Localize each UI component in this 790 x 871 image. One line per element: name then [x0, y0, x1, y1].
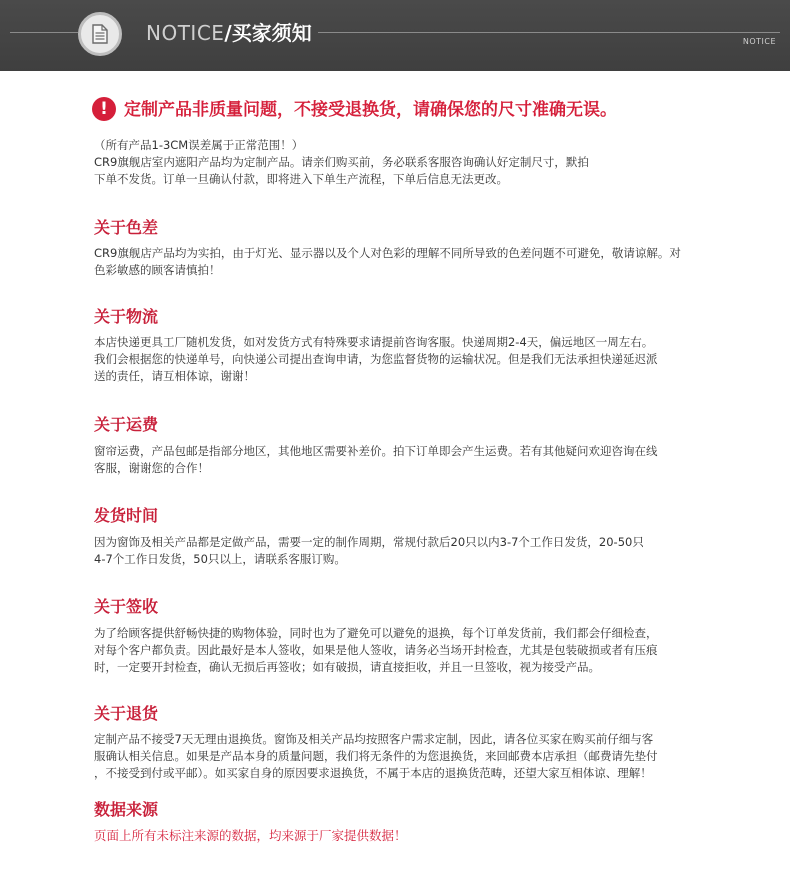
- section-line: 因为窗饰及相关产品都是定做产品，需要一定的制作周期，常规付款后20只以内3-7个工作日发货，20-50只: [94, 535, 644, 549]
- section-title-delivery-time: 发货时间: [94, 506, 159, 525]
- section-line: 我们会根据您的快递单号，向快递公司提出查询申请，为您监督货物的运输状况。但是我们无法承担快递延迟派: [94, 352, 658, 366]
- warning-text: 定制产品非质量问题，不接受退换货，请确保您的尺寸准确无误。: [124, 100, 617, 120]
- intro-line: 下单不发货。订单一旦确认付款，即将进入下单生产流程，下单后信息无法更改。: [94, 172, 508, 186]
- intro-text: [94, 137, 704, 188]
- document-icon: [78, 12, 122, 56]
- section-title-color-diff: 关于色差: [94, 218, 159, 237]
- notice-header: [0, 0, 790, 71]
- data-source-note: 页面上所有未标注来源的数据，均来源于厂家提供数据！: [94, 828, 407, 843]
- header-title: [146, 18, 312, 48]
- header-title-en: NOTICE: [146, 21, 225, 45]
- section-title-logistics: 关于物流: [94, 307, 159, 326]
- section-line: 客服，谢谢您的合作！: [94, 461, 209, 475]
- section-body-delivery-time: [94, 534, 704, 568]
- section-line: 服确认相关信息。如果是产品本身的质量问题，我们将无条件的为您退换货，来回邮费本店承担（邮费请先垫付: [94, 749, 658, 763]
- section-line: 送的责任，请互相体谅，谢谢！: [94, 369, 255, 383]
- intro-line: （所有产品1-3CM误差属于正常范围！）: [94, 138, 304, 152]
- exclamation-icon: !: [92, 97, 116, 121]
- header-divider-left: [10, 32, 78, 33]
- header-title-zh: /买家须知: [224, 21, 312, 45]
- section-line: 定制产品不接受7天无理由退换货。窗饰及相关产品均按照客户需求定制，因此，请各位买家在购买前仔细与客: [94, 732, 654, 746]
- header-divider-right: [318, 32, 780, 33]
- intro-line: CR9旗舰店室内遮阳产品均为定制产品。请亲们购买前，务必联系客服咨询确认好定制尺寸，默拍: [94, 155, 589, 169]
- section-line: ，不接受到付或平邮）。如买家自身的原因要求退换货，不属于本店的退换货范畴，还望大家互相体谅、理解！: [94, 766, 652, 780]
- section-body-logistics: [94, 334, 704, 385]
- section-title-data-source: 数据来源: [94, 800, 159, 819]
- section-body-shipping-fee: [94, 443, 704, 477]
- header-small-label: NOTICE: [742, 37, 776, 46]
- section-body-returns: [94, 731, 704, 782]
- section-line: 4-7个工作日发货，50只以上，请联系客服订购。: [94, 552, 346, 566]
- section-body-color-diff: [94, 245, 704, 279]
- section-line: CR9旗舰店产品均为实拍，由于灯光、显示器以及个人对色彩的理解不同所导致的色差问题不可避免，敬请谅解。对: [94, 246, 681, 260]
- section-line: 时，一定要开封检查，确认无损后再签收；如有破损，请直接拒收，并且一旦签收，视为接受产品。: [94, 660, 600, 674]
- section-title-returns: 关于退货: [94, 704, 159, 723]
- section-line: 为了给顾客提供舒畅快捷的购物体验，同时也为了避免可以避免的退换，每个订单发货前，我们都会仔细检查，: [94, 626, 658, 640]
- section-body-receipt: [94, 625, 704, 676]
- section-line: 本店快递更具工厂随机发货，如对发货方式有特殊要求请提前咨询客服。快递周期2-4天，偏远地区一周左右。: [94, 335, 654, 349]
- section-title-receipt: 关于签收: [94, 597, 159, 616]
- section-line: 窗帘运费，产品包邮是指部分地区，其他地区需要补差价。拍下订单即会产生运费。若有其他疑问欢迎咨询在线: [94, 444, 658, 458]
- section-title-shipping-fee: 关于运费: [94, 415, 159, 434]
- section-line: 色彩敏感的顾客请慎拍！: [94, 263, 221, 277]
- section-line: 对每个客户都负责。因此最好是本人签收，如果是他人签收，请务必当场开封检查，尤其是包装破损或者有压痕: [94, 643, 658, 657]
